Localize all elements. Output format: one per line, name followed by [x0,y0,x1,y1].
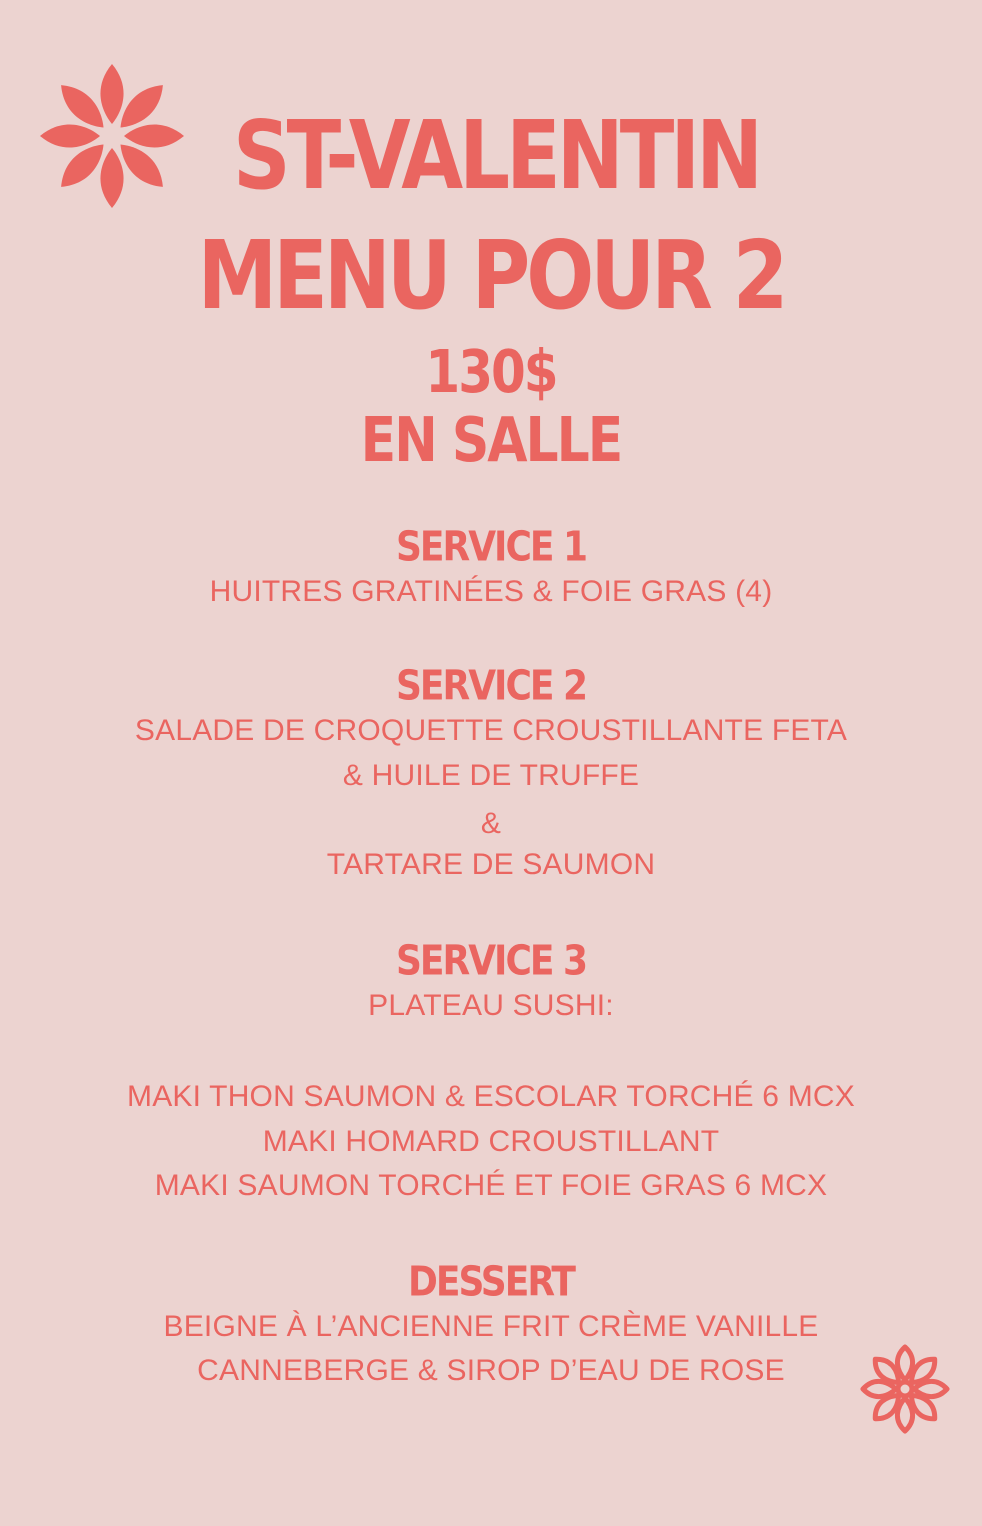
flower-outline-icon [856,1340,954,1438]
service-2-item-4: TARTARE DE SAUMON [326,848,656,881]
service-2-item-3: & [480,807,502,840]
dessert-item-1: BEIGNE À L’ANCIENNE FRIT CRÈME VANILLE [163,1310,819,1343]
menu-title-line-1: ST-VALENTIN [232,100,760,211]
service-2-item-1: SALADE DE CROQUETTE CROUSTILLANTE FETA [134,714,848,747]
menu-price: 130$ [425,337,557,407]
dessert-item-2: CANNEBERGE & SIROP D’EAU DE ROSE [197,1354,785,1387]
service-1-item-1: HUITRES GRATINÉES & FOIE GRAS (4) [209,575,773,608]
service-2-title: SERVICE 2 [395,662,587,710]
menu-title-line-2: MENU POUR 2 [197,220,785,331]
service-3-title: SERVICE 3 [395,937,587,985]
service-1-title: SERVICE 1 [395,523,587,571]
service-3-item-2: MAKI THON SAUMON & ESCOLAR TORCHÉ 6 MCX [127,1080,855,1113]
service-3-item-4: MAKI SAUMON TORCHÉ ET FOIE GRAS 6 MCX [154,1169,828,1202]
menu-location: EN SALLE [360,405,622,477]
service-2-item-2: & HUILE DE TRUFFE [342,759,640,792]
service-3-item-1: PLATEAU SUSHI: [368,989,614,1022]
dessert-title: DESSERT [408,1258,574,1306]
service-3-item-3: MAKI HOMARD CROUSTILLANT [262,1125,720,1158]
